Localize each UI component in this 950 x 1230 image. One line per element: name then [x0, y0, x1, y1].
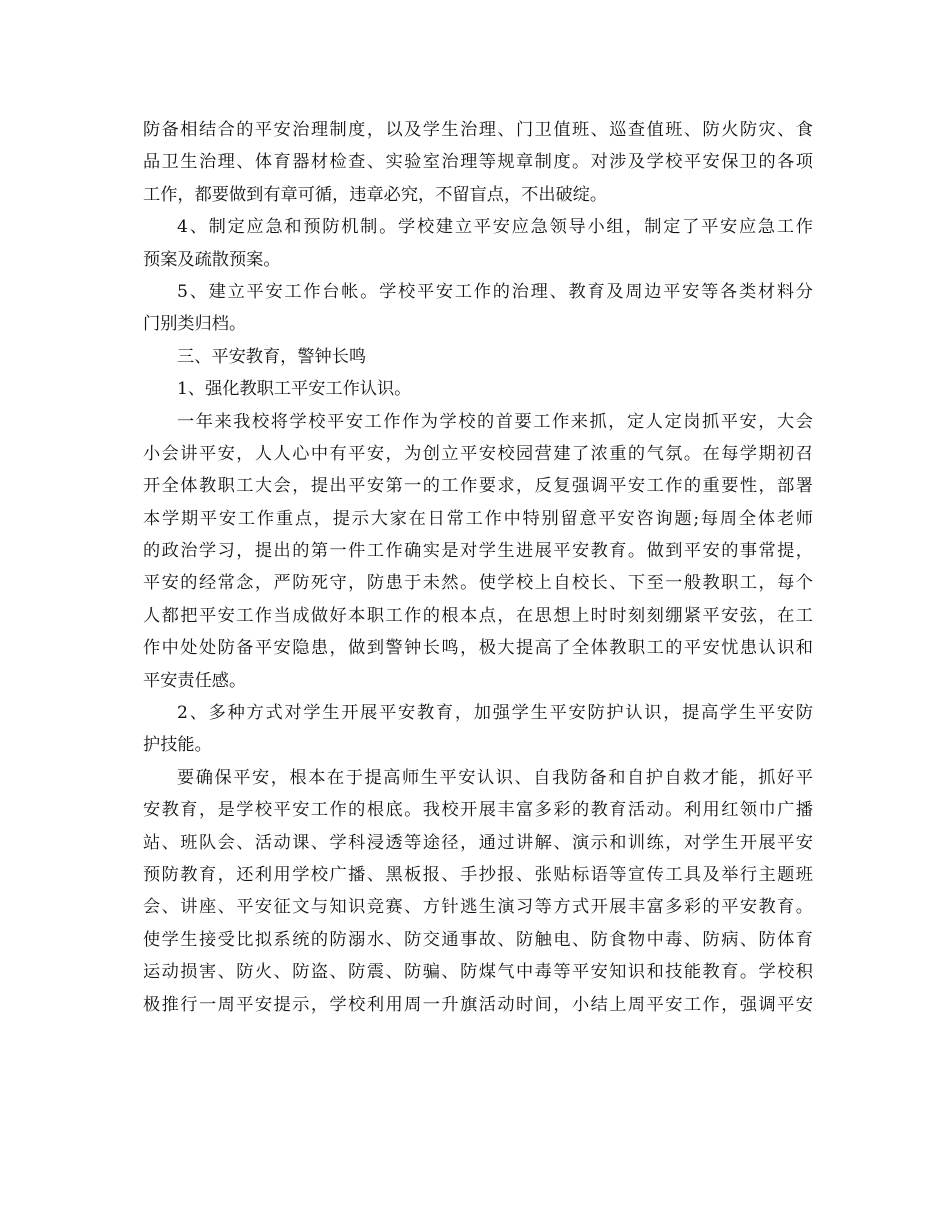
text-line: 会、讲座、平安征文与知识竞赛、方针逃生演习等方式开展丰富多彩的平安教育。 [143, 897, 813, 918]
text-line: 使学生接受比拟系统的防溺水、防交通事故、防触电、防食物中毒、防病、防体育 [143, 929, 813, 950]
text-line: 品卫生治理、体育器材检查、实验室治理等规章制度。对涉及学校平安保卫的各项 [143, 152, 813, 173]
text-line: 防备相结合的平安治理制度，以及学生治理、门卫值班、巡查值班、防火防灾、食 [143, 120, 813, 140]
text-line: 护技能。 [143, 735, 212, 756]
paragraph-start-line: 5、建立平安工作台帐。学校平安工作的治理、教育及周边平安等各类材料分 [177, 281, 813, 302]
text-line: 本学期平安工作重点，提示大家在日常工作中特别留意平安咨询题;每周全体老师 [143, 508, 813, 529]
subsection-heading: 1、强化教职工平安工作认识。 [177, 379, 412, 400]
text-line: 运动损害、防火、防盗、防震、防骗、防煤气中毒等平安知识和技能教育。学校积 [143, 962, 813, 983]
text-line: 预案及疏散预案。 [143, 249, 281, 270]
paragraph-start-line: 4、制定应急和预防机制。学校建立平安应急领导小组，制定了平安应急工作 [177, 217, 813, 238]
text-line: 人都把平安工作当成做好本职工作的根本点，在思想上时时刻刻绷紧平安弦，在工 [143, 605, 813, 626]
text-line: 站、班队会、活动课、学科浸透等途径，通过讲解、演示和训练，对学生开展平安 [143, 832, 813, 853]
text-line: 预防教育，还利用学校广播、黑板报、手抄报、张贴标语等宣传工具及举行主题班 [143, 864, 813, 885]
text-line: 开全体教职工大会，提出平安第一的工作要求，反复强调平安工作的重要性，部署 [143, 476, 813, 497]
body-text [143, 114, 813, 1021]
paragraph-start-line: 要确保平安，根本在于提高师生平安认识、自我防备和自护自救才能，抓好平 [177, 767, 813, 788]
paragraph-start-line: 一年来我校将学校平安工作作为学校的首要工作来抓，定人定岗抓平安，大会 [177, 411, 813, 432]
text-line: 工作，都要做到有章可循，违章必究，不留盲点，不出破绽。 [143, 184, 608, 205]
text-line: 极推行一周平安提示，学校利用周一升旗活动时间，小结上周平安工作，强调平安 [143, 994, 813, 1015]
text-line: 安教育，是学校平安工作的根底。我校开展丰富多彩的教育活动。利用红领巾广播 [143, 800, 813, 821]
text-line: 平安责任感。 [143, 670, 247, 691]
paragraph-start-line: 2、多种方式对学生开展平安教育，加强学生平安防护认识，提高学生平安防 [177, 703, 813, 724]
text-line: 的政治学习，提出的第一件工作确实是对学生进展平安教育。做到平安的事常提， [143, 541, 813, 562]
section-heading: 三、平安教育，警钟长鸣 [177, 346, 367, 367]
text-line: 平安的经常念，严防死守，防患于未然。使学校上自校长、下至一般教职工，每个 [143, 573, 813, 594]
text-line: 小会讲平安，人人心中有平安，为创立平安校园营建了浓重的气氛。在每学期初召 [143, 443, 813, 464]
text-line: 门别类归档。 [143, 314, 247, 335]
text-line: 作中处处防备平安隐患，做到警钟长鸣，极大提高了全体教职工的平安忧患认识和 [143, 638, 813, 659]
